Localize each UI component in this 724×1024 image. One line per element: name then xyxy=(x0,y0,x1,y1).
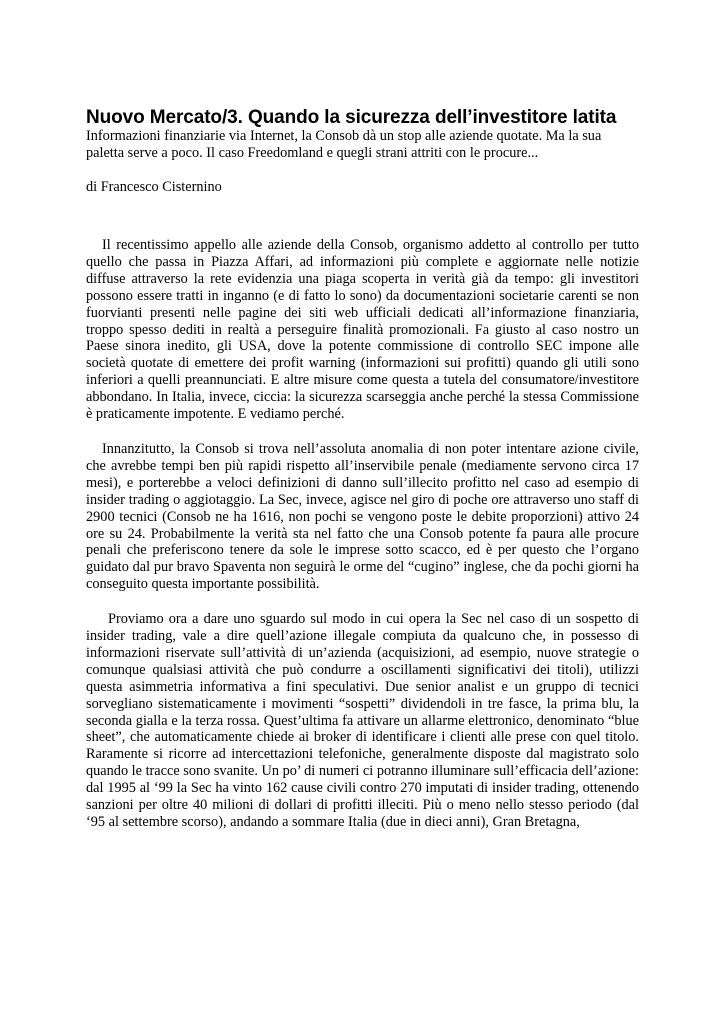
article-body xyxy=(86,237,639,831)
paragraph-3: Proviamo ora a dare uno sguardo sul modo in cui opera la Sec nel caso di un sospetto di insider trading, vale a dire quell’azione illegale compiuta da qualcuno che, in possesso di informazioni riservate sull’attività di un’azienda (acquisizioni, ad esempio, nuove strategie o comunque qualsiasi attività che può condurre a oscillamenti significativi dei titoli), utilizzi questa asimmetria informativa a fini speculativi. Due senior analist e un gruppo di tecnici sorvegliano sistematicamente i movimenti “sospetti” dividendoli in tre fasce, la prima blu, la seconda gialla e la terza rossa. Quest’ultima fa attivare un allarme elettronico, denominato “blue sheet”, che automaticamente chiede ai broker di identificare i clienti alle prese con quel titolo. Raramente si ricorre ad intercettazioni telefoniche, generalmente disposte dal magistrato solo quando le tracce sono svanite. Un po’ di numeri ci potranno illuminare sull’efficacia dell’azione: dal 1995 al ‘99 la Sec ha vinto 162 cause civili contro 270 imputati di insider trading, ottenendo sanzioni per oltre 40 milioni di dollari di profitti illeciti. Più o meno nello stesso periodo (dal ‘95 al settembre scorso), andando a sommare Italia (due in dieci anni), Gran Bretagna, xyxy=(86,611,639,830)
article-author: di Francesco Cisternino xyxy=(86,179,222,195)
article-title: Nuovo Mercato/3. Quando la sicurezza dell’investitore latita xyxy=(86,107,617,128)
paragraph-1: Il recentissimo appello alle aziende della Consob, organismo addetto al controllo per tutto quello che passa in Piazza Affari, ad informazioni più complete e aggiornate nelle notizie diffuse attraverso la rete evidenzia una piaga scoperta in verità già da tempo: gli investitori possono essere tratti in inganno (e di fatto lo sono) da documentazioni societarie carenti se non fuorvianti presenti nelle pagine dei siti web ufficiali dedicati all’informazione finanziaria, troppo spesso dediti in realtà a perseguire finalità promozionali. Fa giusto al caso nostro un Paese sinora inedito, gli USA, dove la potente commissione di controllo SEC impone alle società quotate di emettere dei profit warning (informazioni sui profitti) quando gli utili sono inferiori a quelli preannunciati. E altre misure come questa a tutela del consumatore/investitore abbondano. In Italia, invece, ciccia: la sicurezza scarseggia anche perché la stessa Commissione è praticamente impotente. E vediamo perché. xyxy=(86,237,639,423)
document-page xyxy=(86,108,639,849)
paragraph-2: Innanzitutto, la Consob si trova nell’assoluta anomalia di non poter intentare azione civile, che avrebbe tempi ben più rapidi rispetto all’inservibile penale (mediamente servono circa 17 mesi), e porterebbe a veloci definizioni di danno sull’illecito profitto nel caso ad esempio di insider trading o aggiotaggio. La Sec, invece, agisce nel giro di poche ore attraverso uno staff di 2900 tecnici (Consob ne ha 1616, non pochi se vengono poste le debite proporzioni) attivo 24 ore su 24. Probabilmente la verità sta nel fatto che una Consob potente fa paura alle procure penali che preferiscono tenere da sole le imprese sotto scacco, ed è per questo che l’organo guidato dal pur bravo Spaventa non seguirà le orme del “cugino” inglese, che da pochi giorni ha conseguito questa importante possibilità. xyxy=(86,440,639,593)
article-subtitle: Informazioni finanziarie via Internet, la Consob dà un stop alle aziende quotate. Ma la sua paletta serve a poco. Il caso Freedomland e quegli strani attriti con le procure... xyxy=(86,128,602,161)
